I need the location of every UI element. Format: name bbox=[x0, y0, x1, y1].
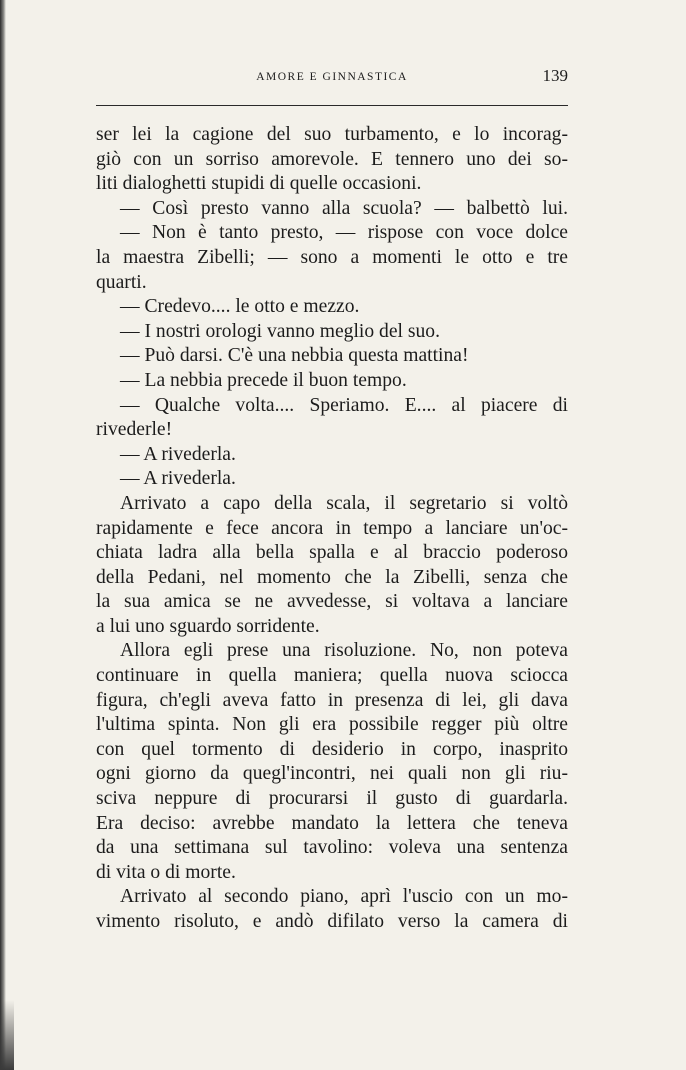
text-line: — A rivederla. bbox=[120, 468, 236, 490]
text-line: ser lei la cagione del suo turbamento, e lo incorag- bbox=[96, 124, 568, 145]
text-line: Arrivato a capo della scala, il segretario si voltò bbox=[120, 492, 568, 514]
text-line: rivederle! bbox=[96, 419, 173, 441]
text-line: — Così presto vanno alla scuola? — balbettò lui. bbox=[120, 197, 568, 219]
text-line: a lui uno sguardo sorridente. bbox=[96, 615, 320, 637]
text-line: sciva neppure di procurarsi il gusto di guardarla. bbox=[96, 788, 568, 810]
text-line: Allora egli prese una risoluzione. No, non poteva bbox=[120, 640, 568, 662]
text-line: — Non è tanto presto, — rispose con voce dolce bbox=[120, 222, 568, 244]
text-line: Arrivato al secondo piano, aprì l'uscio con un mo- bbox=[120, 886, 568, 908]
running-title: AMORE E GINNASTICA bbox=[256, 71, 408, 83]
text-line: la maestra Zibelli; — sono a momenti le otto e tre bbox=[96, 246, 568, 268]
text-line: vimento risoluto, e andò difilato verso la camera di bbox=[96, 911, 568, 932]
text-line: con quel tormento di desiderio in corpo, inasprito bbox=[96, 738, 568, 760]
text-line: da una settimana sul tavolino: voleva una sentenza bbox=[96, 837, 568, 859]
text-line: chiata ladra alla bella spalla e al braccio poderoso bbox=[96, 542, 568, 564]
text-line: — I nostri orologi vanno meglio del suo. bbox=[120, 320, 440, 342]
text-line: della Pedani, nel momento che la Zibelli, senza che bbox=[96, 566, 568, 588]
page-corner-shadow bbox=[0, 1000, 14, 1070]
text-line: figura, ch'egli aveva fatto in presenza di lei, gli dava bbox=[96, 689, 568, 711]
text-line: Era deciso: avrebbe mandato la lettera che teneva bbox=[96, 812, 568, 834]
text-line: liti dialoghetti stupidi di quelle occasioni. bbox=[96, 173, 422, 195]
body-text bbox=[96, 123, 568, 935]
text-line: l'ultima spinta. Non gli era possibile regger più oltre bbox=[96, 714, 568, 736]
text-line: — Può darsi. C'è una nebbia questa mattina! bbox=[120, 345, 469, 367]
text-line: giò con un sorriso amorevole. E tennero uno dei so- bbox=[96, 148, 568, 170]
text-line: rapidamente e fece ancora in tempo a lanciare un'oc- bbox=[96, 517, 568, 539]
text-line: — La nebbia precede il buon tempo. bbox=[120, 369, 407, 391]
text-line: continuare in quella maniera; quella nuova sciocca bbox=[96, 665, 568, 687]
page-binding-edge bbox=[0, 0, 6, 1070]
page-number: 139 bbox=[542, 66, 568, 85]
text-line: di vita o di morte. bbox=[96, 861, 236, 883]
text-line: ogni giorno da quegl'incontri, nei quali non gli riu- bbox=[96, 763, 568, 785]
text-line: — Qualche volta.... Speriamo. E.... al piacere di bbox=[120, 394, 568, 416]
running-head bbox=[96, 66, 568, 90]
header-rule bbox=[96, 105, 568, 106]
text-line: — A rivederla. bbox=[120, 443, 236, 465]
text-line: quarti. bbox=[96, 271, 147, 293]
text-line: la sua amica se ne avvedesse, si voltava a lanciare bbox=[96, 591, 568, 613]
text-line: — Credevo.... le otto e mezzo. bbox=[120, 296, 360, 318]
